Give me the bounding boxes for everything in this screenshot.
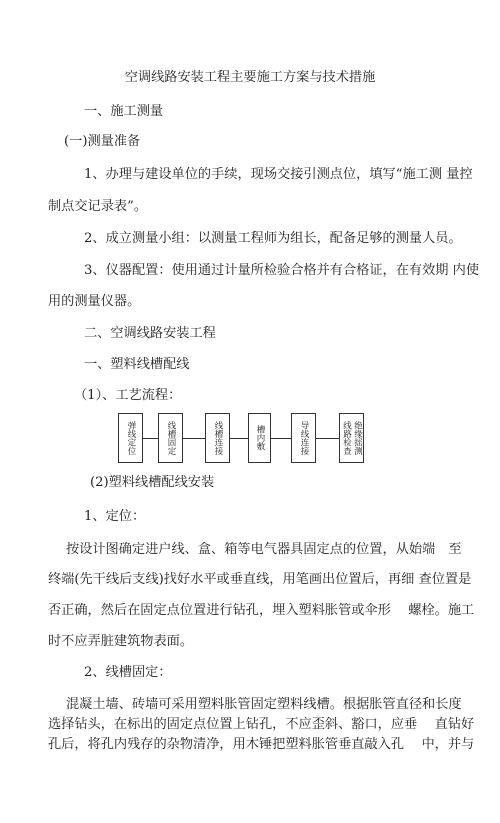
flow-step-box [291, 413, 316, 463]
flow-connector [143, 438, 158, 439]
flow-connector [271, 438, 291, 439]
paragraph-line: 1、办理与建设单位的手续，现场交接引测点位，填写“施工测 量控 [84, 167, 473, 182]
paragraph-line: 3、仪器配置：使用通过计量所检验合格并有合格证，在有效期 内使 [84, 263, 480, 278]
flow-connector [183, 438, 205, 439]
flow-step-box [158, 413, 183, 463]
flow-step-box [205, 413, 230, 463]
paragraph-line: 混凝土墙、砖墙可采用塑料胀管固定塑料线槽。根据胀管直径和长度 [66, 697, 462, 712]
flow-step-box [339, 413, 364, 463]
paragraph-line: 否正确，然后在固定点位置进行钻孔，埋入塑料胀管或伞形 螺栓。施工 [48, 603, 475, 618]
subsection-heading: (2)塑料线槽配线安装 [90, 475, 215, 490]
flow-step-label: 导线连接 [299, 421, 309, 455]
flow-step-label: 线路检查 [341, 421, 352, 455]
flow-step-label: 线槽固定 [166, 421, 176, 455]
subsection-heading: 一、塑料线槽配线 [84, 357, 190, 372]
section-heading: 二、空调线路安装工程 [84, 326, 216, 341]
paragraph-line: 终端(先干线后支线)找好水平或垂直线，用笔画出位置后，再细 查位置是 [48, 572, 472, 587]
paragraph-line: 选择钻头，在标出的固定点位置上钻孔，不应歪斜、豁口，应垂 直钻好 [48, 717, 475, 732]
paragraph-line: 2、成立测量小组：以测量工程师为组长，配备足够的测量人员。 [84, 231, 462, 246]
paragraph-line: 制点交记录表”。 [48, 199, 148, 214]
item-heading: 2、线槽固定： [84, 665, 172, 680]
document-title: 空调线路安装工程主要施工方案与技术措施 [124, 70, 376, 85]
process-flow-diagram [118, 413, 364, 465]
flow-caption: （1）、工艺流程： [74, 388, 182, 403]
flow-step-label: 线槽连接 [213, 421, 223, 455]
paragraph-line: 用的测量仪器。 [48, 294, 141, 309]
flow-step-label: 绝缘摇测 [352, 421, 363, 455]
paragraph-line: 按设计图确定进户线、盒、箱等电气器具固定点的位置，从始端 至 [66, 542, 462, 557]
paragraph-line: 孔后，将孔内残存的杂物清净，用木锤把塑料胀管垂直敲入孔 中，并与 [48, 737, 475, 752]
flow-step-box [118, 413, 143, 463]
flow-step-label: 弹线定位 [126, 421, 136, 455]
flow-step-box [248, 413, 271, 463]
flow-connector [316, 438, 339, 439]
section-heading: 一、施工测量 [84, 104, 164, 119]
flow-connector [230, 438, 248, 439]
item-heading: 1、定位： [84, 509, 146, 524]
paragraph-line: 时不应弄脏建筑物表面。 [48, 634, 194, 649]
flow-step-label: 槽内敷 [255, 425, 265, 451]
subsection-heading: (一)测量准备 [64, 134, 141, 149]
